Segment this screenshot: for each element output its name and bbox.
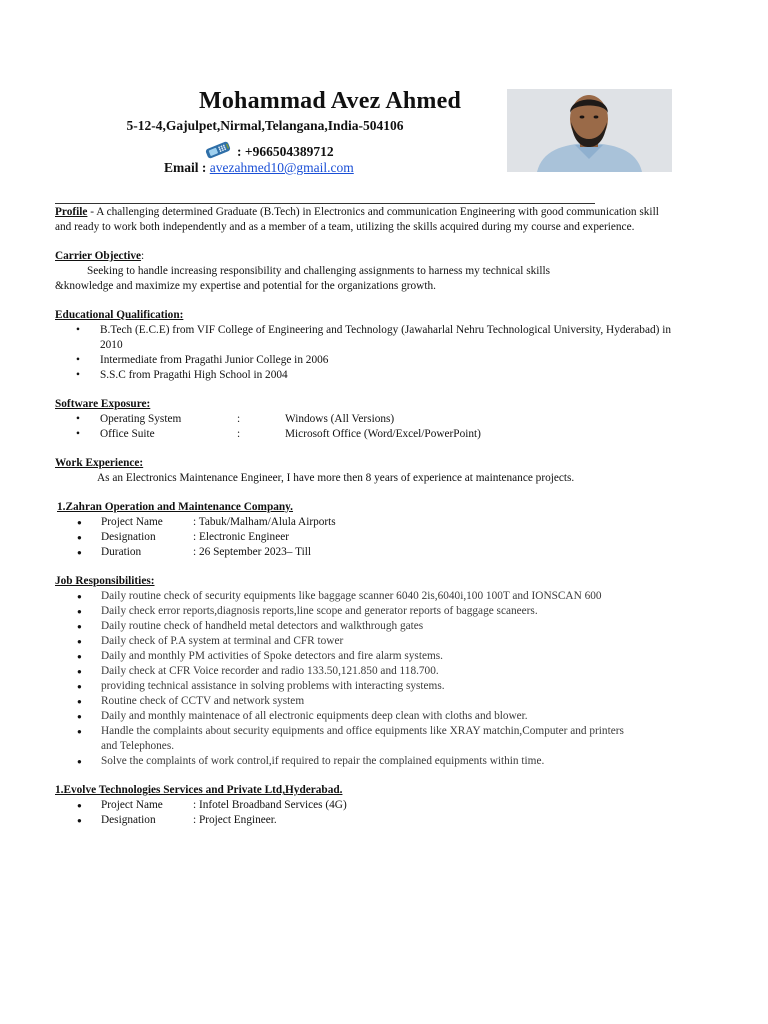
company-2-row — [55, 813, 675, 828]
company-2-row — [55, 798, 675, 813]
list-item: ● Daily check error reports,diagnosis reports,line scope and generator reports of baggage scaneers. — [55, 604, 675, 619]
company-1-heading: 1.Zahran Operation and Maintenance Company. — [57, 501, 294, 513]
row-value: : Tabuk/Malham/Alula Airports — [193, 516, 336, 528]
list-item: • S.S.C from Pragathi High School in 2004 — [55, 368, 675, 383]
list-item: ● providing technical assistance in solving problems with interacting systems. — [55, 679, 675, 694]
phone-number: : +966504389712 — [237, 144, 334, 159]
profile-section — [55, 205, 675, 235]
address: 5-12-4,Gajulpet,Nirmal,Telangana,India-504106 — [126, 118, 404, 133]
list-item: ● Handle the complaints about security equipments and office equipments like XRAY matchin,Computer and printers and Telephones. — [55, 724, 675, 754]
education-section — [55, 308, 675, 383]
objective-colon: : — [141, 250, 145, 262]
list-item: • Intermediate from Pragathi Junior College in 2006 — [55, 353, 675, 368]
objective-line-2: &knowledge and maximize my expertise and potential for the organizations growth. — [55, 280, 436, 292]
candidate-name: Mohammad Avez Ahmed — [198, 88, 461, 114]
company-1-row — [55, 545, 675, 560]
objective-section — [55, 249, 675, 294]
phone-row — [203, 136, 334, 160]
software-sep: : — [237, 428, 241, 440]
row-key: ● Project Name — [101, 516, 163, 528]
work-section — [55, 456, 675, 486]
email-label: Email : — [164, 160, 210, 175]
software-value: Windows (All Versions) — [285, 413, 395, 425]
profile-text: - A challenging determined Graduate (B.Tech) in Electronics and communication Engineering with good communication skill and ready to work both independently and as a member of a team, utilizing the skills acquired during my course and experience. — [55, 206, 659, 233]
software-sep: : — [237, 413, 241, 425]
row-value: : Project Engineer. — [193, 814, 277, 826]
objective-line-1: Seeking to handle increasing responsibility and challenging assignments to harness my technical skills — [87, 265, 551, 277]
email-link[interactable]: avezahmed10@gmail.com — [209, 160, 354, 175]
email-row — [164, 160, 354, 176]
row-key: ● Duration — [101, 546, 142, 558]
row-key: ● Designation — [101, 814, 156, 826]
profile-photo — [507, 89, 672, 172]
company-2-section — [55, 783, 675, 828]
software-section — [55, 397, 675, 442]
work-text: As an Electronics Maintenance Engineer, I have more then 8 years of experience at maintenance projects. — [97, 472, 575, 484]
row-value: : Infotel Broadband Services (4G) — [193, 799, 347, 811]
company-1-row — [55, 530, 675, 545]
responsibilities-heading: Job Responsibilities: — [55, 575, 155, 587]
software-key: • Office Suite — [100, 428, 155, 440]
list-item: ● Solve the complaints of work control,if required to repair the complained equipments within time. — [55, 754, 675, 769]
resume-body — [55, 205, 675, 828]
company-2-heading: 1.Evolve Technologies Services and Private Ltd,Hyderabad. — [55, 784, 343, 796]
list-item: ● Daily routine check of security equipments like baggage scanner 6040 2is,6040i,100 100T and IONSCAN 600 — [55, 589, 675, 604]
row-value: : Electronic Engineer — [193, 531, 289, 543]
responsibilities-section — [55, 574, 675, 769]
list-item: ● Routine check of CCTV and network system — [55, 694, 675, 709]
software-heading: Software Exposure: — [55, 398, 151, 410]
row-value: : 26 September 2023– Till — [193, 546, 311, 558]
list-item: ● Daily and monthly PM activities of Spoke detectors and fire alarm systems. — [55, 649, 675, 664]
objective-heading: Carrier Objective — [55, 250, 142, 262]
header-divider — [55, 203, 595, 204]
profile-heading: Profile — [55, 206, 88, 218]
row-key: ● Designation — [101, 531, 156, 543]
list-item: • B.Tech (E.C.E) from VIF College of Engineering and Technology (Jawaharlal Nehru Technological University, Hyderabad) in 2010 — [55, 323, 675, 353]
mobile-phone-icon — [203, 140, 233, 160]
list-item: ● Daily check of P.A system at terminal and CFR tower — [55, 634, 675, 649]
list-item: ● Daily and monthly maintenace of all electronic equipments deep clean with cloths and blower. — [55, 709, 675, 724]
company-1-section — [55, 500, 675, 560]
software-row — [55, 427, 675, 442]
list-item: ● Daily check at CFR Voice recorder and radio 133.50,121.850 and 118.700. — [55, 664, 675, 679]
row-key: ● Project Name — [101, 799, 163, 811]
company-1-row — [55, 515, 675, 530]
education-heading: Educational Qualification: — [55, 309, 184, 321]
software-key: • Operating System — [100, 413, 182, 425]
software-value: Microsoft Office (Word/Excel/PowerPoint) — [285, 428, 481, 440]
software-row — [55, 412, 675, 427]
work-heading: Work Experience: — [55, 457, 144, 469]
list-item: ● Daily routine check of handheld metal detectors and walkthrough gates — [55, 619, 675, 634]
